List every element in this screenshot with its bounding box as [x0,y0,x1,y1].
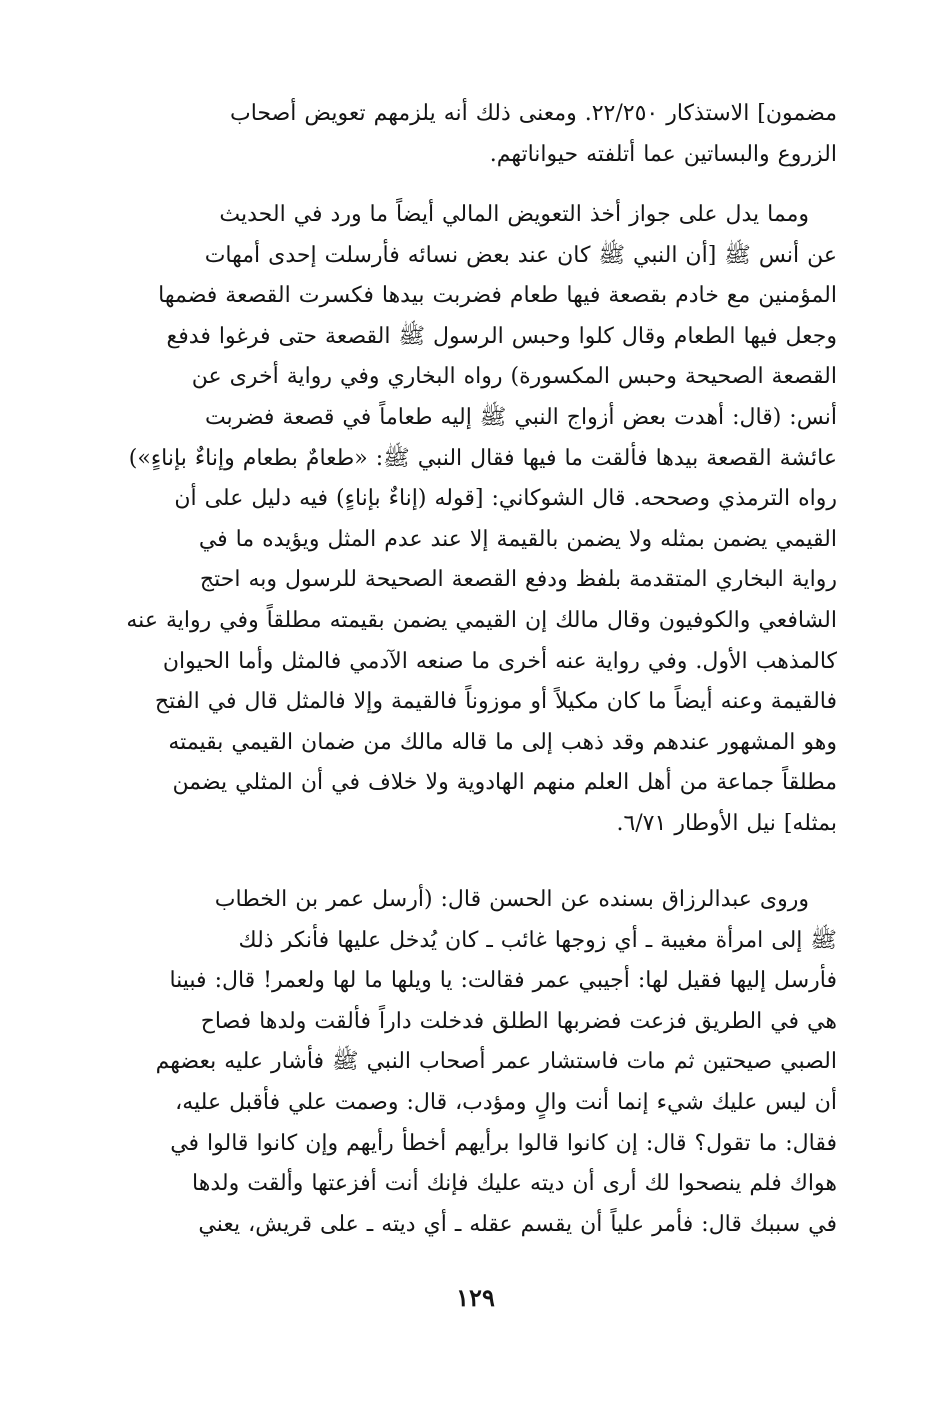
text-line: فقال: ما تقول؟ قال: إن كانوا قالوا برأيهم أخطأ رأيهم وإن كانوا قالوا في [170,1130,837,1156]
text-line: وهو المشهور عندهم وقد ذهب إلى ما قاله مالك من ضمان القيمي بقيمته [168,729,837,755]
text-line: رواه الترمذي وصححه. قال الشوكاني: [قوله (إناءٌ بإناءٍ) فيه دليل على أن [174,486,837,512]
text-line: فأرسل إليها فقيل لها: أجيبي عمر فقالت: يا ويلها ما لها ولعمر! قال: فبينا [169,968,837,994]
text-line: مطلقاً جماعة من أهل العلم منهم الهادوية ولا خلاف في أن المثلي يضمن [172,770,837,796]
text-line: القصعة الصحيحة وحبس المكسورة) رواه البخاري وفي رواية أخرى عن [191,364,837,390]
text-line: ﷺ إلى امرأة مغيبة ـ أي زوجها غائب ـ كان يُدخل عليها فأنكر ذلك [238,927,837,953]
text-line: القيمي يضمن بمثله ولا يضمن بالقيمة إلا عند عدم المثل ويؤيده ما في [198,526,837,552]
text-line: الزروع والبساتين عما أتلفته حيواناتهم. [489,141,837,167]
text-line: عن أنس ﷺ [أن النبي ﷺ كان عند بعض نسائه فأرسلت إحدى أمهات [204,242,837,268]
text-line: رواية البخاري المتقدمة بلفظ ودفع القصعة الصحيحة للرسول وبه احتج [199,567,837,593]
page-number: ١٢٩ [456,1283,495,1312]
text-line: في سببك قال: فأمر علياً أن يقسم عقله ـ أي ديته ـ على قريش، يعني [198,1211,837,1237]
paragraph-1 [103,94,837,175]
paragraph-2 [103,195,837,845]
text-line: هواك فلم ينصحوا لك أرى أن ديته عليك فإنك أنت أفزعتها وألقت ولدها [192,1171,837,1197]
text-line: وروى عبدالرزاق بسنده عن الحسن قال: (أرسل عمر بن الخطاب [214,887,809,912]
text-line: المؤمنين مع خادم بقصعة فيها طعام فضربت بيدها فكسرت القصعة فضمها [158,283,837,309]
text-line: ومما يدل على جواز أخذ التعويض المالي أيضاً ما ورد في الحديث [219,202,809,227]
text-line: بمثله] نيل الأوطار ٦/٧١. [616,810,837,836]
text-line: فالقيمة وعنه أيضاً ما كان مكيلاً أو موزوناً فالقيمة وإلا فالمثل قال في الفتح [154,689,837,715]
text-line: هي في الطريق فزعت فضربها الطلق فدخلت داراً فألقت ولدها فصاح [200,1008,837,1034]
text-line: أنس: (قال: أهدت بعض أزواج النبي ﷺ إليه طعاماً في قصعة فضربت [204,404,837,430]
text-line: أن ليس عليك شيء إنما أنت والٍ ومؤدب، قال: وصمت علي فأقبل عليه، [175,1089,837,1115]
text-line: عائشة القصعة بيدها فألقت ما فيها فقال النبي ﷺ: «طعامٌ بطعام وإناءٌ بإناءٍ») [128,445,837,471]
paragraph-3 [103,880,837,1245]
text-line: الشافعي والكوفيون وقال مالك إن القيمي يضمن بقيمته مطلقاً وفي رواية عنه [126,607,837,633]
text-line: وجعل فيها الطعام وقال كلوا وحبس الرسول ﷺ القصعة حتى فرغوا فدفع [166,323,837,349]
text-line: الصبي صيحتين ثم مات فاستشار عمر أصحاب النبي ﷺ فأشار عليه بعضهم [155,1049,837,1075]
text-line: مضمون] الاستذكار ٢٢/٢٥٠. ومعنى ذلك أنه يلزمهم تعويض أصحاب [230,101,837,126]
text-line: كالمذهب الأول. وفي رواية عنه أخرى ما صنعه الآدمي فالمثل وأما الحيوان [162,648,837,674]
